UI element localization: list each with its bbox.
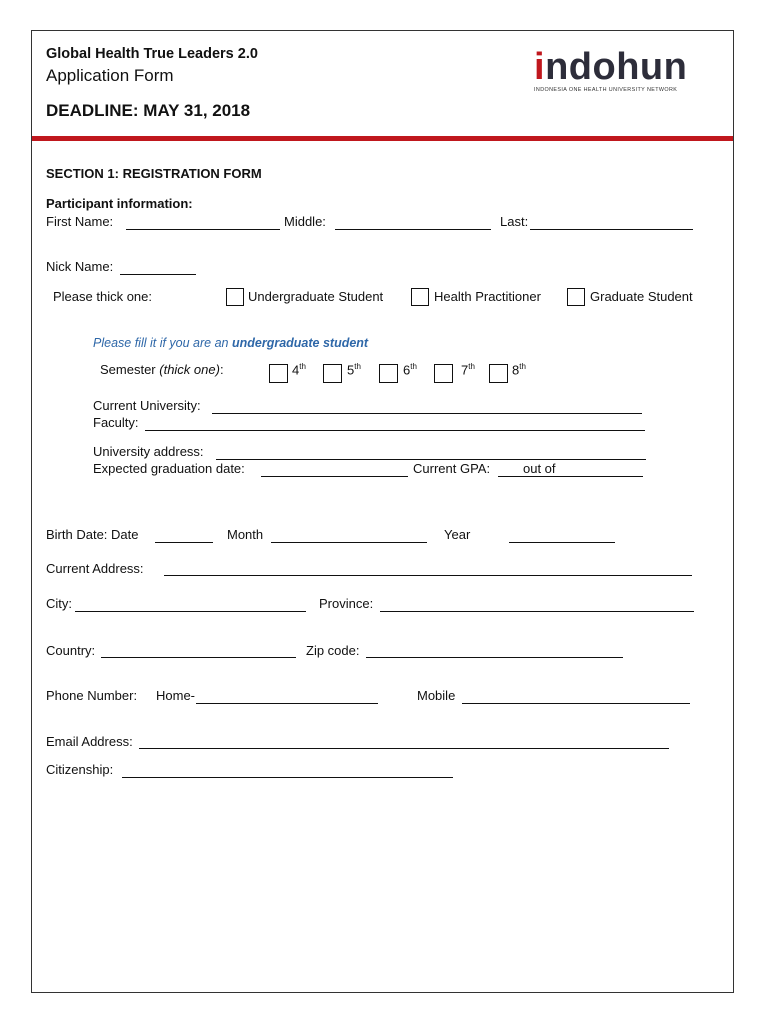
program-title: Global Health True Leaders 2.0 [46, 46, 258, 62]
faculty-label: Faculty: [93, 415, 139, 430]
form-title: Application Form [46, 66, 174, 85]
undergrad-note-bold: undergraduate student [231, 336, 369, 350]
semester-5-text: 5 [347, 362, 355, 378]
undergrad-note [93, 336, 368, 350]
graduate-checkbox[interactable] [567, 288, 585, 306]
indohun-logo [534, 45, 687, 93]
semester-6-label [403, 362, 417, 377]
zip-code-field[interactable] [366, 657, 623, 658]
nick-name-label: Nick Name: [46, 259, 114, 274]
semester-5-sup: th [354, 362, 361, 371]
phone-mobile-field[interactable] [462, 703, 690, 704]
semester-6-sup: th [410, 362, 417, 371]
gpa-out-of-label: out of [523, 461, 556, 476]
semester-6-text: 6 [403, 362, 411, 378]
section-title: SECTION 1: REGISTRATION FORM [46, 166, 262, 181]
current-university-field[interactable] [212, 413, 642, 414]
phone-number-label: Phone Number: [46, 688, 138, 703]
nick-name-field[interactable] [120, 274, 196, 275]
semester-4-text: 4 [292, 362, 300, 378]
semester-8-checkbox[interactable] [489, 364, 508, 383]
undergrad-note-text: Please fill it if you are an [93, 336, 232, 350]
health-practitioner-checkbox[interactable] [411, 288, 429, 306]
logo-text: ndohun [545, 46, 688, 88]
health-practitioner-label: Health Practitioner [434, 289, 541, 304]
logo-letter-i: i [534, 46, 546, 88]
city-label: City: [46, 596, 72, 611]
birth-date-label: Birth Date: Date [46, 527, 139, 542]
semester-4-checkbox[interactable] [269, 364, 288, 383]
birth-month-label: Month [227, 527, 264, 542]
undergrad-checkbox[interactable] [226, 288, 244, 306]
header-divider [32, 136, 733, 141]
city-field[interactable] [75, 611, 306, 612]
birth-month-field[interactable] [271, 542, 427, 543]
province-field[interactable] [380, 611, 694, 612]
current-gpa-field[interactable] [498, 476, 643, 477]
semester-7-label [461, 362, 475, 377]
semester-7-text: 7 [461, 362, 469, 378]
birth-day-field[interactable] [155, 542, 213, 543]
current-gpa-label: Current GPA: [413, 461, 491, 476]
birth-year-label: Year [444, 527, 471, 542]
zip-code-label: Zip code: [306, 643, 360, 658]
first-name-field[interactable] [126, 229, 280, 230]
citizenship-field[interactable] [122, 777, 453, 778]
semester-8-text: 8 [512, 362, 520, 378]
expected-graduation-label: Expected graduation date: [93, 461, 245, 476]
semester-4-label [292, 362, 306, 377]
undergrad-label: Undergraduate Student [248, 289, 384, 304]
participant-heading: Participant information: [46, 196, 193, 211]
expected-graduation-field[interactable] [261, 476, 408, 477]
semester-7-sup: th [468, 362, 475, 371]
semester-text: Semester [100, 362, 160, 377]
phone-home-label: Home- [156, 688, 196, 703]
middle-name-field[interactable] [335, 229, 491, 230]
phone-home-field[interactable] [196, 703, 378, 704]
semester-5-label [347, 362, 361, 377]
university-address-label: University address: [93, 444, 204, 459]
logo-subtitle: INDONESIA ONE HEALTH UNIVERSITY NETWORK [534, 87, 678, 93]
please-thick-label: Please thick one: [53, 289, 153, 304]
email-address-field[interactable] [139, 748, 669, 749]
semester-5-checkbox[interactable] [323, 364, 342, 383]
application-form-page [31, 30, 734, 993]
citizenship-label: Citizenship: [46, 762, 114, 777]
country-field[interactable] [101, 657, 296, 658]
faculty-field[interactable] [145, 430, 645, 431]
country-label: Country: [46, 643, 96, 658]
semester-4-sup: th [299, 362, 306, 371]
semester-6-checkbox[interactable] [379, 364, 398, 383]
phone-mobile-label: Mobile [417, 688, 456, 703]
semester-label [100, 362, 224, 377]
semester-colon: : [219, 362, 224, 377]
university-address-field[interactable] [216, 459, 646, 460]
semester-8-label [512, 362, 526, 377]
first-name-label: First Name: [46, 214, 114, 229]
graduate-label: Graduate Student [590, 289, 693, 304]
current-university-label: Current University: [93, 398, 201, 413]
current-address-field[interactable] [164, 575, 692, 576]
semester-8-sup: th [519, 362, 526, 371]
semester-7-checkbox[interactable] [434, 364, 453, 383]
middle-label: Middle: [284, 214, 326, 229]
birth-year-field[interactable] [509, 542, 615, 543]
semester-paren: (thick one) [159, 362, 220, 377]
last-name-field[interactable] [530, 229, 693, 230]
current-address-label: Current Address: [46, 561, 144, 576]
email-address-label: Email Address: [46, 734, 133, 749]
deadline: DEADLINE: MAY 31, 2018 [46, 101, 251, 120]
province-label: Province: [319, 596, 374, 611]
last-label: Last: [500, 214, 529, 229]
